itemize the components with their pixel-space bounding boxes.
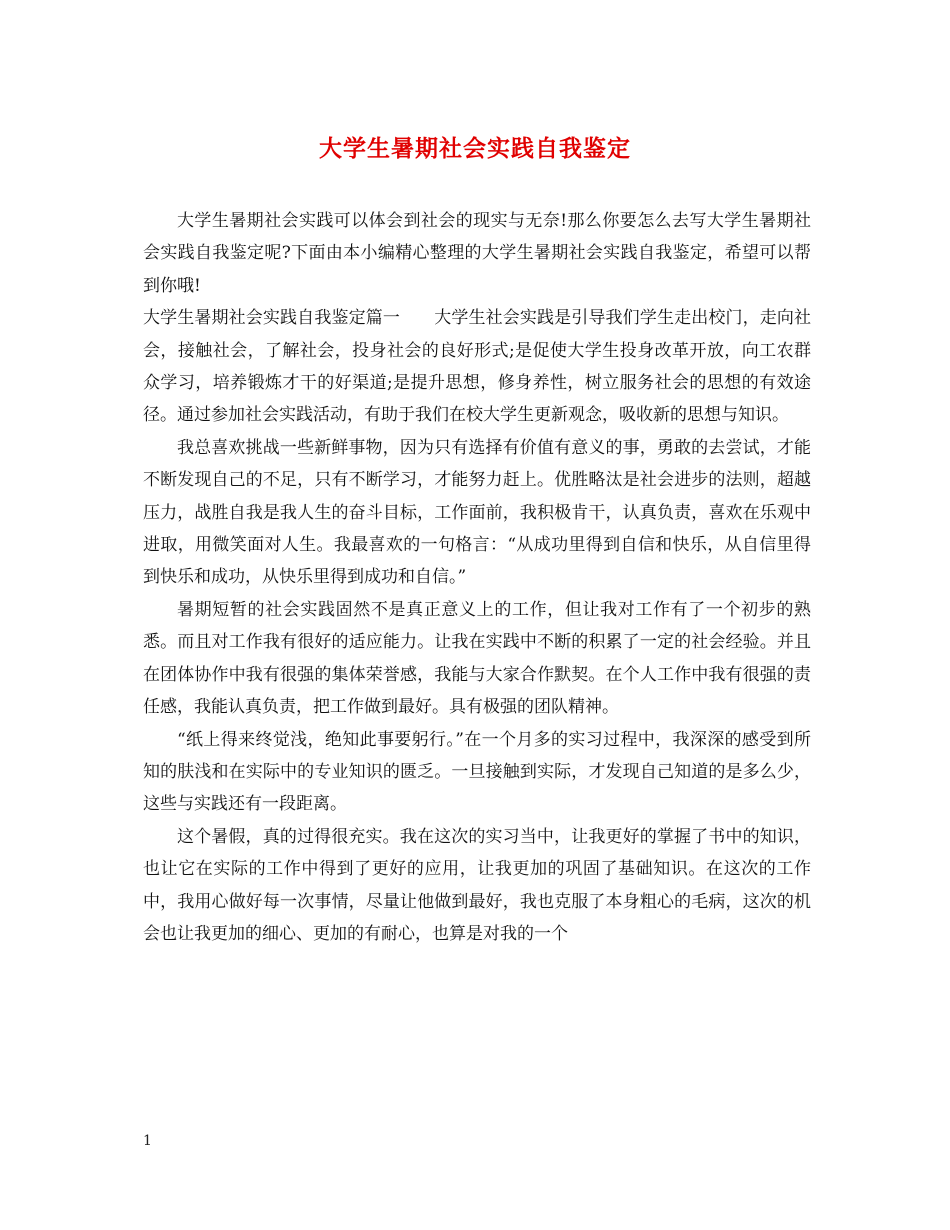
document-body bbox=[143, 205, 811, 950]
page-number: 1 bbox=[143, 1133, 152, 1149]
paragraph-intro: 大学生暑期社会实践可以体会到社会的现实与无奈!那么你要怎么去写大学生暑期社会实践自我鉴定呢?下面由本小编精心整理的大学生暑期社会实践自我鉴定，希望可以帮到你哦! bbox=[143, 211, 811, 296]
document-title: 大学生暑期社会实践自我鉴定 bbox=[319, 135, 631, 162]
paragraph-section-one: 大学生暑期社会实践自我鉴定篇一 大学生社会实践是引导我们学生走出校门，走向社会，接触社会，了解社会，投身社会的良好形式;是促使大学生投身改革开放，向工农群众学习，培养锻炼才干的好渠道;是提升思想，修身养性，树立服务社会的思想的有效途径。通过参加社会实践活动，有助于我们在校大学生更新观念，吸收新的思想与知识。 bbox=[143, 308, 811, 426]
paragraph-challenge: 我总喜欢挑战一些新鲜事物，因为只有选择有价值有意义的事，勇敢的去尝试，才能不断发现自己的不足，只有不断学习，才能努力赶上。优胜略汰是社会进步的法则，超越压力，战胜自我是我人生的奋斗目标，工作面前，我积极肯干，认真负责，喜欢在乐观中进取，用微笑面对人生。我最喜欢的一句格言：“从成功里得到自信和快乐，从自信里得到快乐和成功，从快乐里得到成功和自信。” bbox=[143, 437, 811, 588]
paragraph-summer: 这个暑假，真的过得很充实。我在这次的实习当中，让我更好的掌握了书中的知识，也让它在实际的工作中得到了更好的应用，让我更加的巩固了基础知识。在这次的工作中，我用心做好每一次事情，尽量让他做到最好，我也克服了本身粗心的毛病，这次的机会也让我更加的细心、更加的有耐心，也算是对我的一个 bbox=[143, 826, 811, 944]
paragraph-work-experience: 暑期短暂的社会实践固然不是真正意义上的工作，但让我对工作有了一个初步的熟悉。而且对工作我有很好的适应能力。让我在实践中不断的积累了一定的社会经验。并且在团体协作中我有很强的集体荣誉感，我能与大家合作默契。在个人工作中我有很强的责任感，我能认真负责，把工作做到最好。具有极强的团队精神。 bbox=[143, 599, 811, 718]
paragraph-quote: “纸上得来终觉浅，绝知此事要躬行。”在一个月多的实习过程中，我深深的感受到所知的肤浅和在实际中的专业知识的匮乏。一旦接触到实际，才发现自己知道的是多么少，这些与实践还有一段距离。 bbox=[143, 729, 811, 815]
